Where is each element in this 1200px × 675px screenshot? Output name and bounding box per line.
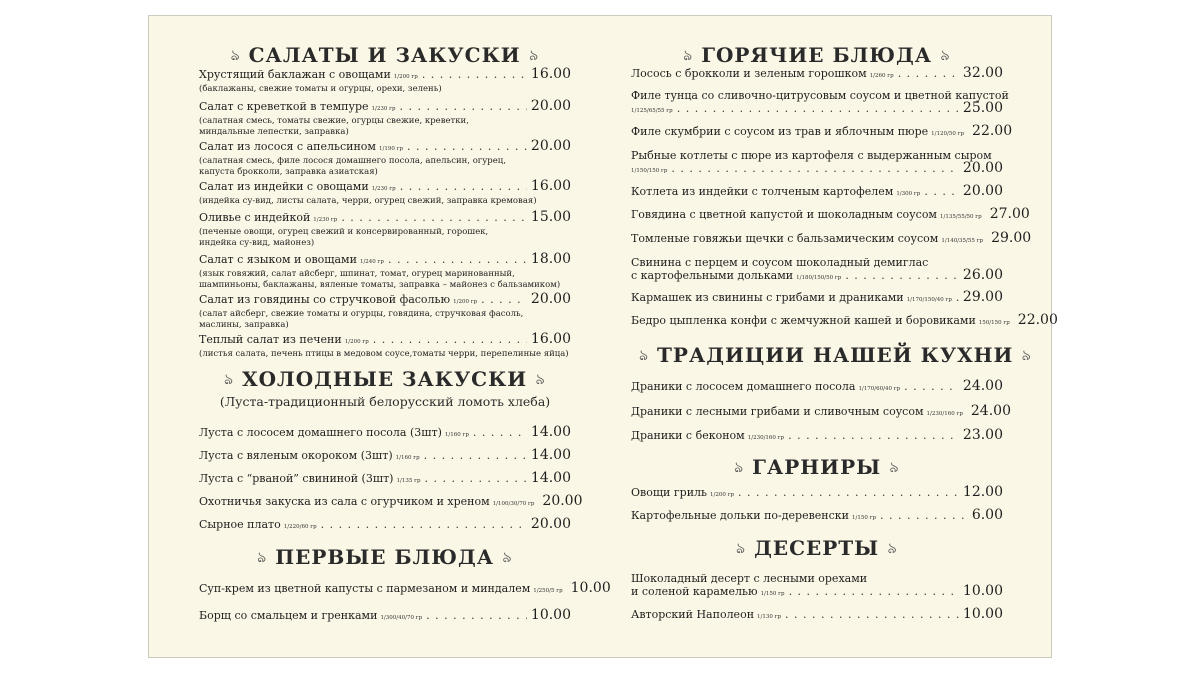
item-price: 23.00 [962,427,1003,443]
item-price: 18.00 [530,251,571,267]
menu-item [199,211,571,248]
item-weight: 1/220/60 гр [283,524,317,530]
item-name: Драники с лесными грибами и сливочным соусом [631,405,924,418]
flourish-icon: ঌ [734,458,745,476]
flourish-icon: ঌ [683,46,694,64]
dot-leader [341,211,527,224]
menu-item [199,100,571,137]
menu-item [631,312,1058,330]
item-price: 24.00 [970,403,1011,419]
section-title-soups: ঌ ПЕРВЫЕ БЛЮДА ৯ [257,545,513,569]
menu-item [631,67,1003,83]
section-title-cold: ঌ ХОЛОДНЫЕ ЗАКУСКИ ৯ [224,367,546,391]
menu-item [631,403,1011,421]
item-weight: 1/135 гр [396,478,421,484]
item-price: 32.00 [962,65,1003,81]
dot-leader [407,140,527,153]
menu-item [631,123,1013,141]
item-weight: 1/170/150/40 гр [906,297,952,303]
item-description: (листья салата, печень птицы в медовом соусе,томаты черри, перепелиные яйца) [199,349,569,359]
dot-leader [671,162,959,175]
item-name: Салат с креветкой в темпуре [199,100,369,113]
item-name: Луста с вяленым окороком (3шт) [199,449,393,462]
item-name: Драники с беконом [631,429,745,442]
item-price: 16.00 [530,66,571,82]
item-name: Шоколадный десерт с лесными орехами [631,572,868,585]
section-subtitle-cold: (Луста-традиционный белорусский ломоть хлеба) [219,394,551,409]
menu-item [631,572,1003,601]
menu-item [199,449,571,465]
dot-leader [426,609,527,622]
item-name: Рыбные котлеты с пюре из картофеля с выдержанным сыром [631,149,992,162]
item-price: 20.00 [530,516,571,532]
item-name-line2: с картофельными дольками [631,269,794,282]
item-weight: 1/240 гр [359,259,384,265]
section-title-sides: ঌ ГАРНИРЫ ৯ [734,455,900,479]
item-weight: 1/230 гр [371,106,396,112]
flourish-icon: ৯ [1021,346,1033,364]
item-name: Картофельные дольки по-деревенски [631,509,849,522]
item-weight: 1/150 гр [852,515,877,521]
item-weight: 1/170/60/40 гр [858,386,901,392]
item-weight: 1/180/150/50 гр [796,275,842,281]
dot-leader [924,185,959,198]
item-weight: 150/150 гр [978,320,1010,326]
dot-leader [481,293,527,306]
menu-item [199,253,571,290]
dot-leader [788,429,959,442]
item-name: Суп-крем из цветной капусты с пармезаном и миндалем [199,582,531,595]
menu-item [631,230,1032,248]
item-price: 22.00 [1017,312,1058,328]
dot-leader [880,509,965,522]
flourish-icon: ৯ [528,46,540,64]
dot-leader [321,518,527,531]
dot-leader [904,380,959,393]
menu-page [148,15,1058,658]
item-weight: 1/140/35/55 гр [941,238,984,244]
item-price: 24.00 [962,378,1003,394]
item-weight: 1/150/150 гр [631,168,668,174]
item-price: 10.00 [530,607,571,623]
item-weight: 1/260 гр [869,73,894,79]
flourish-icon: ৯ [502,548,513,566]
dot-leader [845,269,959,282]
item-price: 20.00 [962,183,1003,199]
menu-item [631,429,1003,445]
item-name: Теплый салат из печени [199,333,342,346]
menu-item [199,493,583,511]
item-name: Сырное плато [199,518,281,531]
item-weight: 1/100/30/70 гр [492,501,535,507]
flourish-icon: ৯ [887,539,898,557]
flourish-icon: ৯ [940,46,951,64]
item-name: Котлета из индейки с толченым картофелем [631,185,894,198]
dot-leader [424,472,526,485]
menu-item [631,380,1003,396]
item-price: 20.00 [530,138,571,154]
item-price: 14.00 [530,470,571,486]
menu-item [199,333,571,360]
item-description: (салат айсберг, свежие томаты и огурцы, говядина, стручковая фасоль, маслины, заправка) [199,309,524,330]
item-price: 16.00 [530,178,571,194]
item-price: 26.00 [962,267,1003,283]
item-description: (печеные овощи, огурец свежий и консервированный, горошек, индейка су-вид, майонез) [199,227,489,248]
item-description: (салатная смесь, томаты свежие, огурцы свежие, креветки, миндальные лепестки, заправка) [199,116,469,137]
item-weight: 1/250/5 гр [533,588,563,594]
item-price: 27.00 [989,206,1030,222]
flourish-icon: ৯ [535,370,546,388]
item-weight: 1/230 гр [313,217,338,223]
item-weight: 1/120/50 гр [931,131,965,137]
item-price: 10.00 [570,580,611,596]
item-price: 20.00 [542,493,583,509]
item-weight: 1/230/160 гр [926,411,963,417]
item-name: Бедро цыпленка конфи с жемчужной кашей и боровиками [631,314,976,327]
item-weight: 1/200 гр [344,339,369,345]
item-name: Филе тунца со сливочно-цитрусовым соусом и цветной капустой [631,89,1009,102]
menu-item [199,293,571,330]
dot-leader [738,486,959,499]
item-price: 15.00 [530,209,571,225]
item-description: (индейка су-вид, листы салата, черри, огурец свежий, заправка кремовая) [199,196,537,206]
item-weight: 1/200 гр [710,492,735,498]
menu-item [199,580,611,598]
item-name: Салат с языком и овощами [199,253,357,266]
item-name: Оливье с индейкой [199,211,311,224]
item-name: Хрустящий баклажан с овощами [199,68,391,81]
item-name: Филе скумбрии с соусом из трав и яблочным пюре [631,125,929,138]
item-weight: 1/130 гр [757,614,782,620]
item-name: Борщ со смальцем и гренками [199,609,378,622]
item-weight: 1/230/160 гр [747,435,785,441]
item-weight: 1/200 гр [453,299,478,305]
dot-leader [400,100,527,113]
item-weight: 1/160 гр [395,455,420,461]
item-name: Салат из индейки с овощами [199,180,369,193]
menu-item [199,609,571,625]
section-title-desserts: ঌ ДЕСЕРТЫ ৯ [736,536,898,560]
item-weight: 1/150 гр [760,591,785,597]
item-name: Кармашек из свинины с грибами и драниками [631,291,904,304]
dot-leader [956,291,959,304]
dot-leader [789,585,959,598]
item-weight: 1/200 гр [393,74,418,80]
item-name: Салат из говядины со стручковой фасолью [199,293,451,306]
dot-leader [373,333,527,346]
dot-leader [400,180,527,193]
item-weight: 1/125/65/55 гр [631,108,673,114]
item-name: Луста с лососем домашнего посола (3шт) [199,426,442,439]
item-price: 25.00 [962,100,1003,116]
item-name: Лосось с брокколи и зеленым горошком [631,67,867,80]
item-name-line2: и соленой карамелью [631,585,758,598]
item-name: Охотничья закуска из сала с огурчиком и хреном [199,495,490,508]
section-title-salads: ঌ САЛАТЫ И ЗАКУСКИ ৯ [230,43,540,67]
item-price: 20.00 [530,98,571,114]
section-title-hot: ঌ ГОРЯЧИЕ БЛЮДА ৯ [683,43,951,67]
menu-item [199,472,571,488]
item-name: Салат из лосося с апельсином [199,140,376,153]
flourish-icon: ৯ [889,458,900,476]
item-price: 12.00 [962,484,1003,500]
item-price: 6.00 [971,507,1003,523]
item-price: 10.00 [962,606,1003,622]
item-description: (баклажаны, свежие томаты и огурцы, орехи, зелень) [199,84,442,94]
item-name: Авторский Наполеон [631,608,755,621]
item-weight: 1/135/55/50 гр [940,214,982,220]
menu-item [631,608,1003,624]
item-weight: 1/160 гр [444,432,469,438]
item-name: Говядина с цветной капустой и шоколадным соусом [631,208,937,221]
item-weight: 1/300/40/70 гр [380,615,423,621]
item-price: 16.00 [530,331,571,347]
item-price: 22.00 [972,123,1013,139]
item-price: 20.00 [530,291,571,307]
item-name: Свинина с перцем и соусом шоколадный демиглас [631,256,929,269]
item-price: 10.00 [962,583,1003,599]
item-price: 20.00 [962,160,1003,176]
menu-item [199,180,571,207]
menu-item [631,509,1003,525]
dot-leader [422,68,527,81]
menu-item [631,206,1030,224]
menu-item [631,486,1003,502]
flourish-icon: ঌ [257,548,268,566]
menu-item [631,256,1003,285]
dot-leader [898,67,959,80]
dot-leader [677,102,959,115]
item-name: Луста с “рваной” свининой (3шт) [199,472,394,485]
flourish-icon: ঌ [224,370,235,388]
dot-leader [473,426,527,439]
menu-item [631,149,1003,178]
flourish-icon: ঌ [736,539,747,557]
item-price: 29.00 [962,289,1003,305]
menu-item [199,426,571,442]
item-name: Томленые говяжьи щечки с бальзамическим соусом [631,232,939,245]
section-title-traditions: ঌ ТРАДИЦИИ НАШЕЙ КУХНИ ৯ [639,343,1033,367]
menu-item [199,68,571,95]
menu-item [199,140,571,177]
item-price: 14.00 [530,447,571,463]
item-price: 29.00 [991,230,1032,246]
dot-leader [785,608,959,621]
item-weight: 1/230 гр [371,186,396,192]
dot-leader [388,253,527,266]
menu-item [631,89,1009,118]
item-description: (салатная смесь, филе лосося домашнего посола, апельсин, огурец, капуста брокколи, заправка азиатская) [199,156,506,177]
item-weight: 1/190 гр [378,146,403,152]
dot-leader [424,449,527,462]
item-weight: 1/300 гр [896,191,921,197]
item-description: (язык говяжий, салат айсберг, шпинат, томат, огурец маринованный, шампиньоны, баклажаны, вяленые томаты, заправка – майонез с бальзамиком) [199,269,561,290]
item-price: 14.00 [530,424,571,440]
item-name: Драники с лососем домашнего посола [631,380,856,393]
flourish-icon: ঌ [230,46,241,64]
menu-item [631,291,1003,307]
menu-item [631,185,1003,201]
item-name: Овощи гриль [631,486,708,499]
flourish-icon: ঌ [639,346,650,364]
menu-item [199,518,571,534]
